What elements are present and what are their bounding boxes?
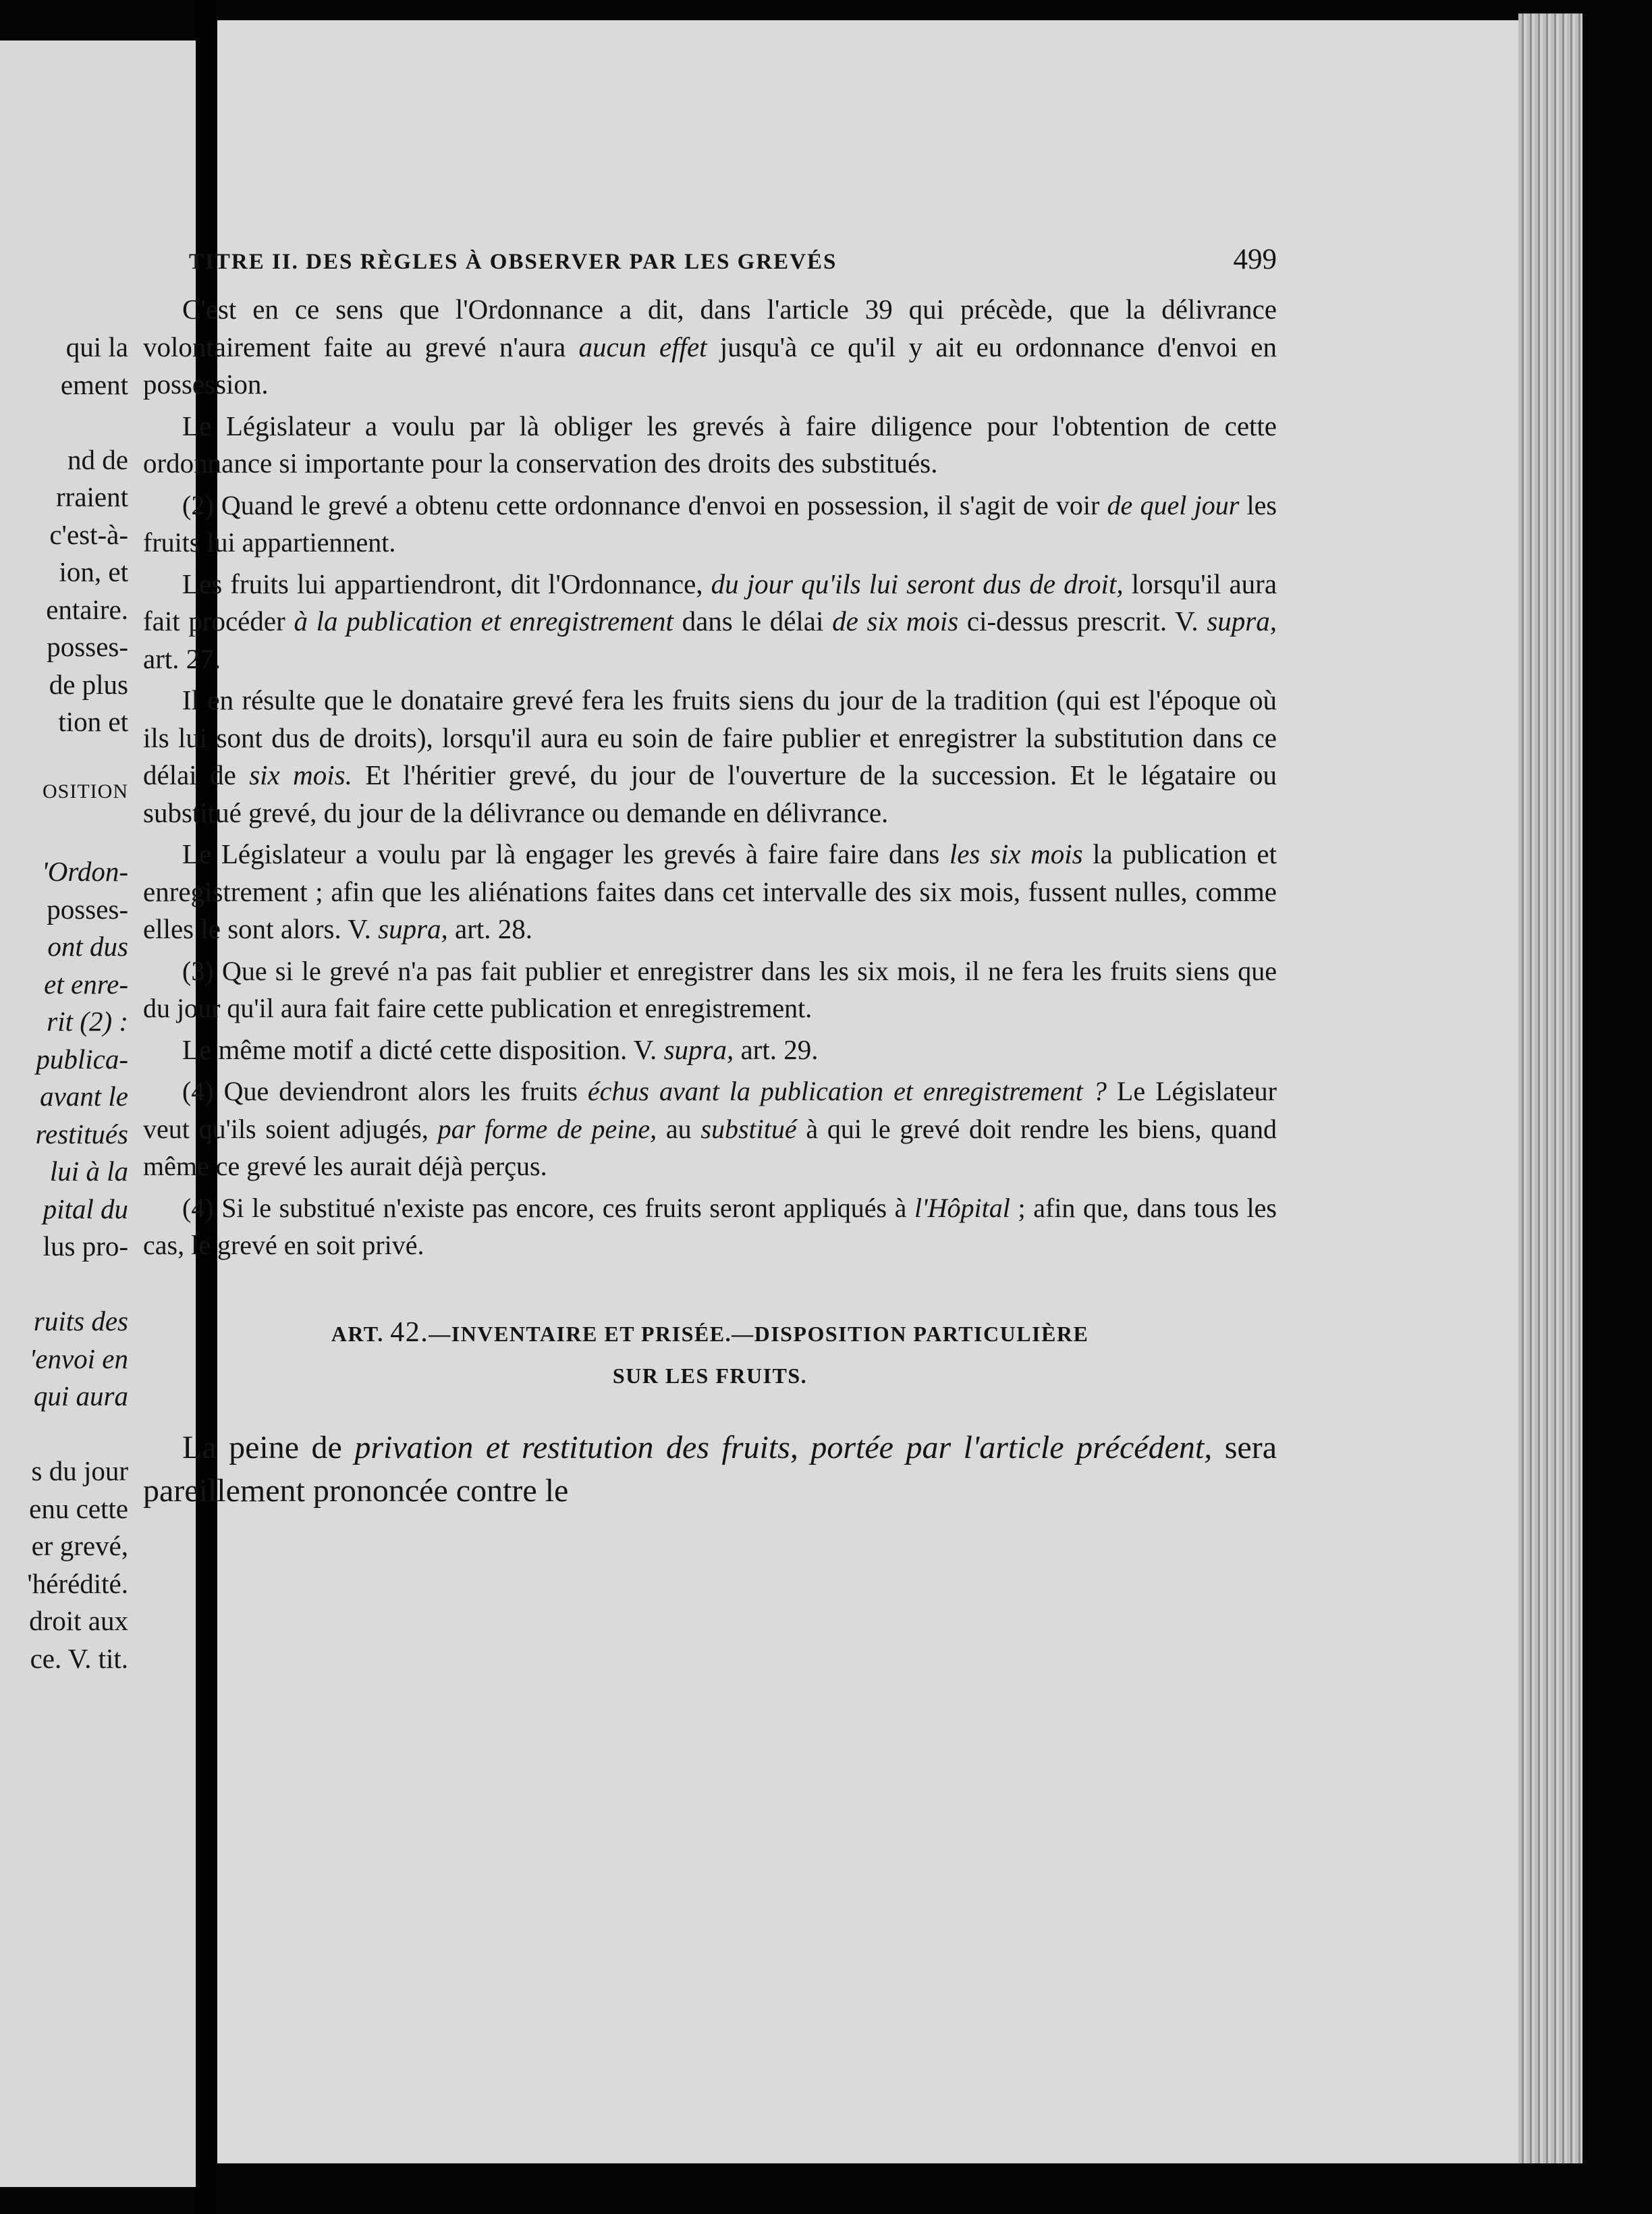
paragraph-8: Le même motif a dicté cette disposition. V. supra, art. 29.: [182, 1033, 819, 1065]
facing-page-line: ce. V. tit.: [30, 1642, 128, 1674]
article-title-line1: —INVENTAIRE ET PRISÉE.—DISPOSITION PARTICULIÈRE: [429, 1321, 1089, 1346]
facing-page-line: qui la: [65, 331, 128, 362]
facing-page-line: et enre-: [44, 968, 128, 1000]
facing-page-line: c'est-à-: [49, 518, 128, 550]
running-title: TITRE II. DES RÈGLES À OBSERVER PAR LES GREVÉS: [189, 250, 837, 274]
article-number: 42.: [390, 1316, 429, 1348]
facing-page-line: pital du: [43, 1193, 128, 1224]
running-head: [143, 243, 1277, 276]
facing-page-line: lus pro-: [43, 1231, 128, 1262]
facing-page-line: publica-: [36, 1043, 128, 1075]
facing-page-line: entaire.: [46, 593, 128, 625]
note-4b: (4) Si le substitué n'existe pas encore, ces fruits seront appliqués à l'Hôpital ; afin que, dans tous les cas, le grevé en soit privé.: [143, 1192, 1277, 1260]
facing-page-line: posses-: [47, 631, 128, 662]
facing-page-line: OSITION: [43, 780, 128, 803]
article-title-line2: SUR LES FRUITS.: [612, 1363, 808, 1388]
note-3: (3) Que si le grevé n'a pas fait publier et enregistrer dans les six mois, il ne fera les fruits siens que du jour qu'il aura fait faire cette publication et enregistrement.: [143, 955, 1277, 1023]
facing-page-line: s du jour: [31, 1455, 128, 1486]
article-heading: [143, 1312, 1277, 1397]
facing-page-line: avant le: [40, 1081, 128, 1112]
facing-page-line: ont dus: [47, 931, 128, 962]
facing-page-line: rit (2) :: [47, 1006, 128, 1037]
note-2: (2) Quand le grevé a obtenu cette ordonnance d'envoi en possession, il s'agit de voir de quel jour les fruits lui appartiennent.: [143, 489, 1277, 558]
paragraph-4: Les fruits lui appartiendront, dit l'Ordonnance, du jour qu'ils lui seront dus de droit, lorsqu'il aura fait procéder à la publication et enregistrement dans le délai de six mois ci-dessus prescrit. V. supra, art. 27.: [143, 568, 1277, 674]
page-text: [143, 243, 1277, 1517]
paragraph-6: Le Législateur a voulu par là engager les grevés à faire faire dans les six mois la publication et enregistrement ; afin que les aliénations faites dans cet intervalle des six mois, fussent nulles, comme elles le sont alors. V. supra, art. 28.: [143, 838, 1277, 944]
page-number: 499: [1233, 244, 1277, 275]
facing-page-line: 'envoi en: [29, 1343, 128, 1374]
facing-page-line: enu cette: [29, 1492, 128, 1524]
facing-page-line: de plus: [49, 668, 128, 700]
facing-page-line: droit aux: [29, 1605, 128, 1636]
facing-page-line: lui à la: [49, 1156, 128, 1187]
paragraph-2: Le Législateur a voulu par là obliger les grevés à faire diligence pour l'obtention de cette ordonnance si importante pour la conservation des droits des substitués.: [143, 410, 1277, 479]
facing-page-line: rraient: [56, 481, 128, 512]
facing-page-line: 'hérédité.: [27, 1567, 128, 1599]
page-edges: [1518, 14, 1582, 2163]
article-paragraph: La peine de privation et restitution des fruits, portée par l'article précédent, sera pareillement prononcée contre le: [143, 1429, 1277, 1509]
facing-page-line: er grevé,: [31, 1530, 128, 1561]
facing-page-line: tion et: [58, 706, 128, 737]
facing-page-line: restitués: [35, 1118, 128, 1150]
paragraph-1: C'est en ce sens que l'Ordonnance a dit, dans l'article 39 qui précède, que la délivrance volontairement faite au grevé n'aura aucun effet jusqu'à ce qu'il y ait eu ordonnance d'envoi en possession.: [143, 294, 1277, 400]
facing-page-line: posses-: [47, 893, 128, 925]
facing-page-line: ement: [60, 369, 128, 400]
facing-page-line: nd de: [67, 443, 128, 475]
article-prefix: ART.: [331, 1321, 384, 1346]
facing-page-line: qui aura: [33, 1380, 128, 1411]
note-4a: (4) Que deviendront alors les fruits échus avant la publication et enregistrement ? Le Législateur veut qu'ils soient adjugés, par forme de peine, au substitué à qui le grevé doit rendre les biens, quand même ce grevé les aurait déjà perçus.: [143, 1076, 1277, 1181]
facing-page-line: ruits des: [33, 1305, 128, 1336]
paragraph-5: Il en résulte que le donataire grevé fera les fruits siens du jour de la tradition (qui est l'époque où ils lui sont dus de droits), lorsqu'il aura eu soin de faire publier et enregistrer la substitution dans ce délai de six mois. Et l'héritier grevé, du jour de l'ouverture de la succession. Et le légataire ou substitué grevé, du jour de la délivrance ou demande en délivrance.: [143, 684, 1277, 828]
facing-page-line: 'Ordon-: [42, 856, 128, 887]
facing-page-line: ion, et: [59, 556, 128, 587]
